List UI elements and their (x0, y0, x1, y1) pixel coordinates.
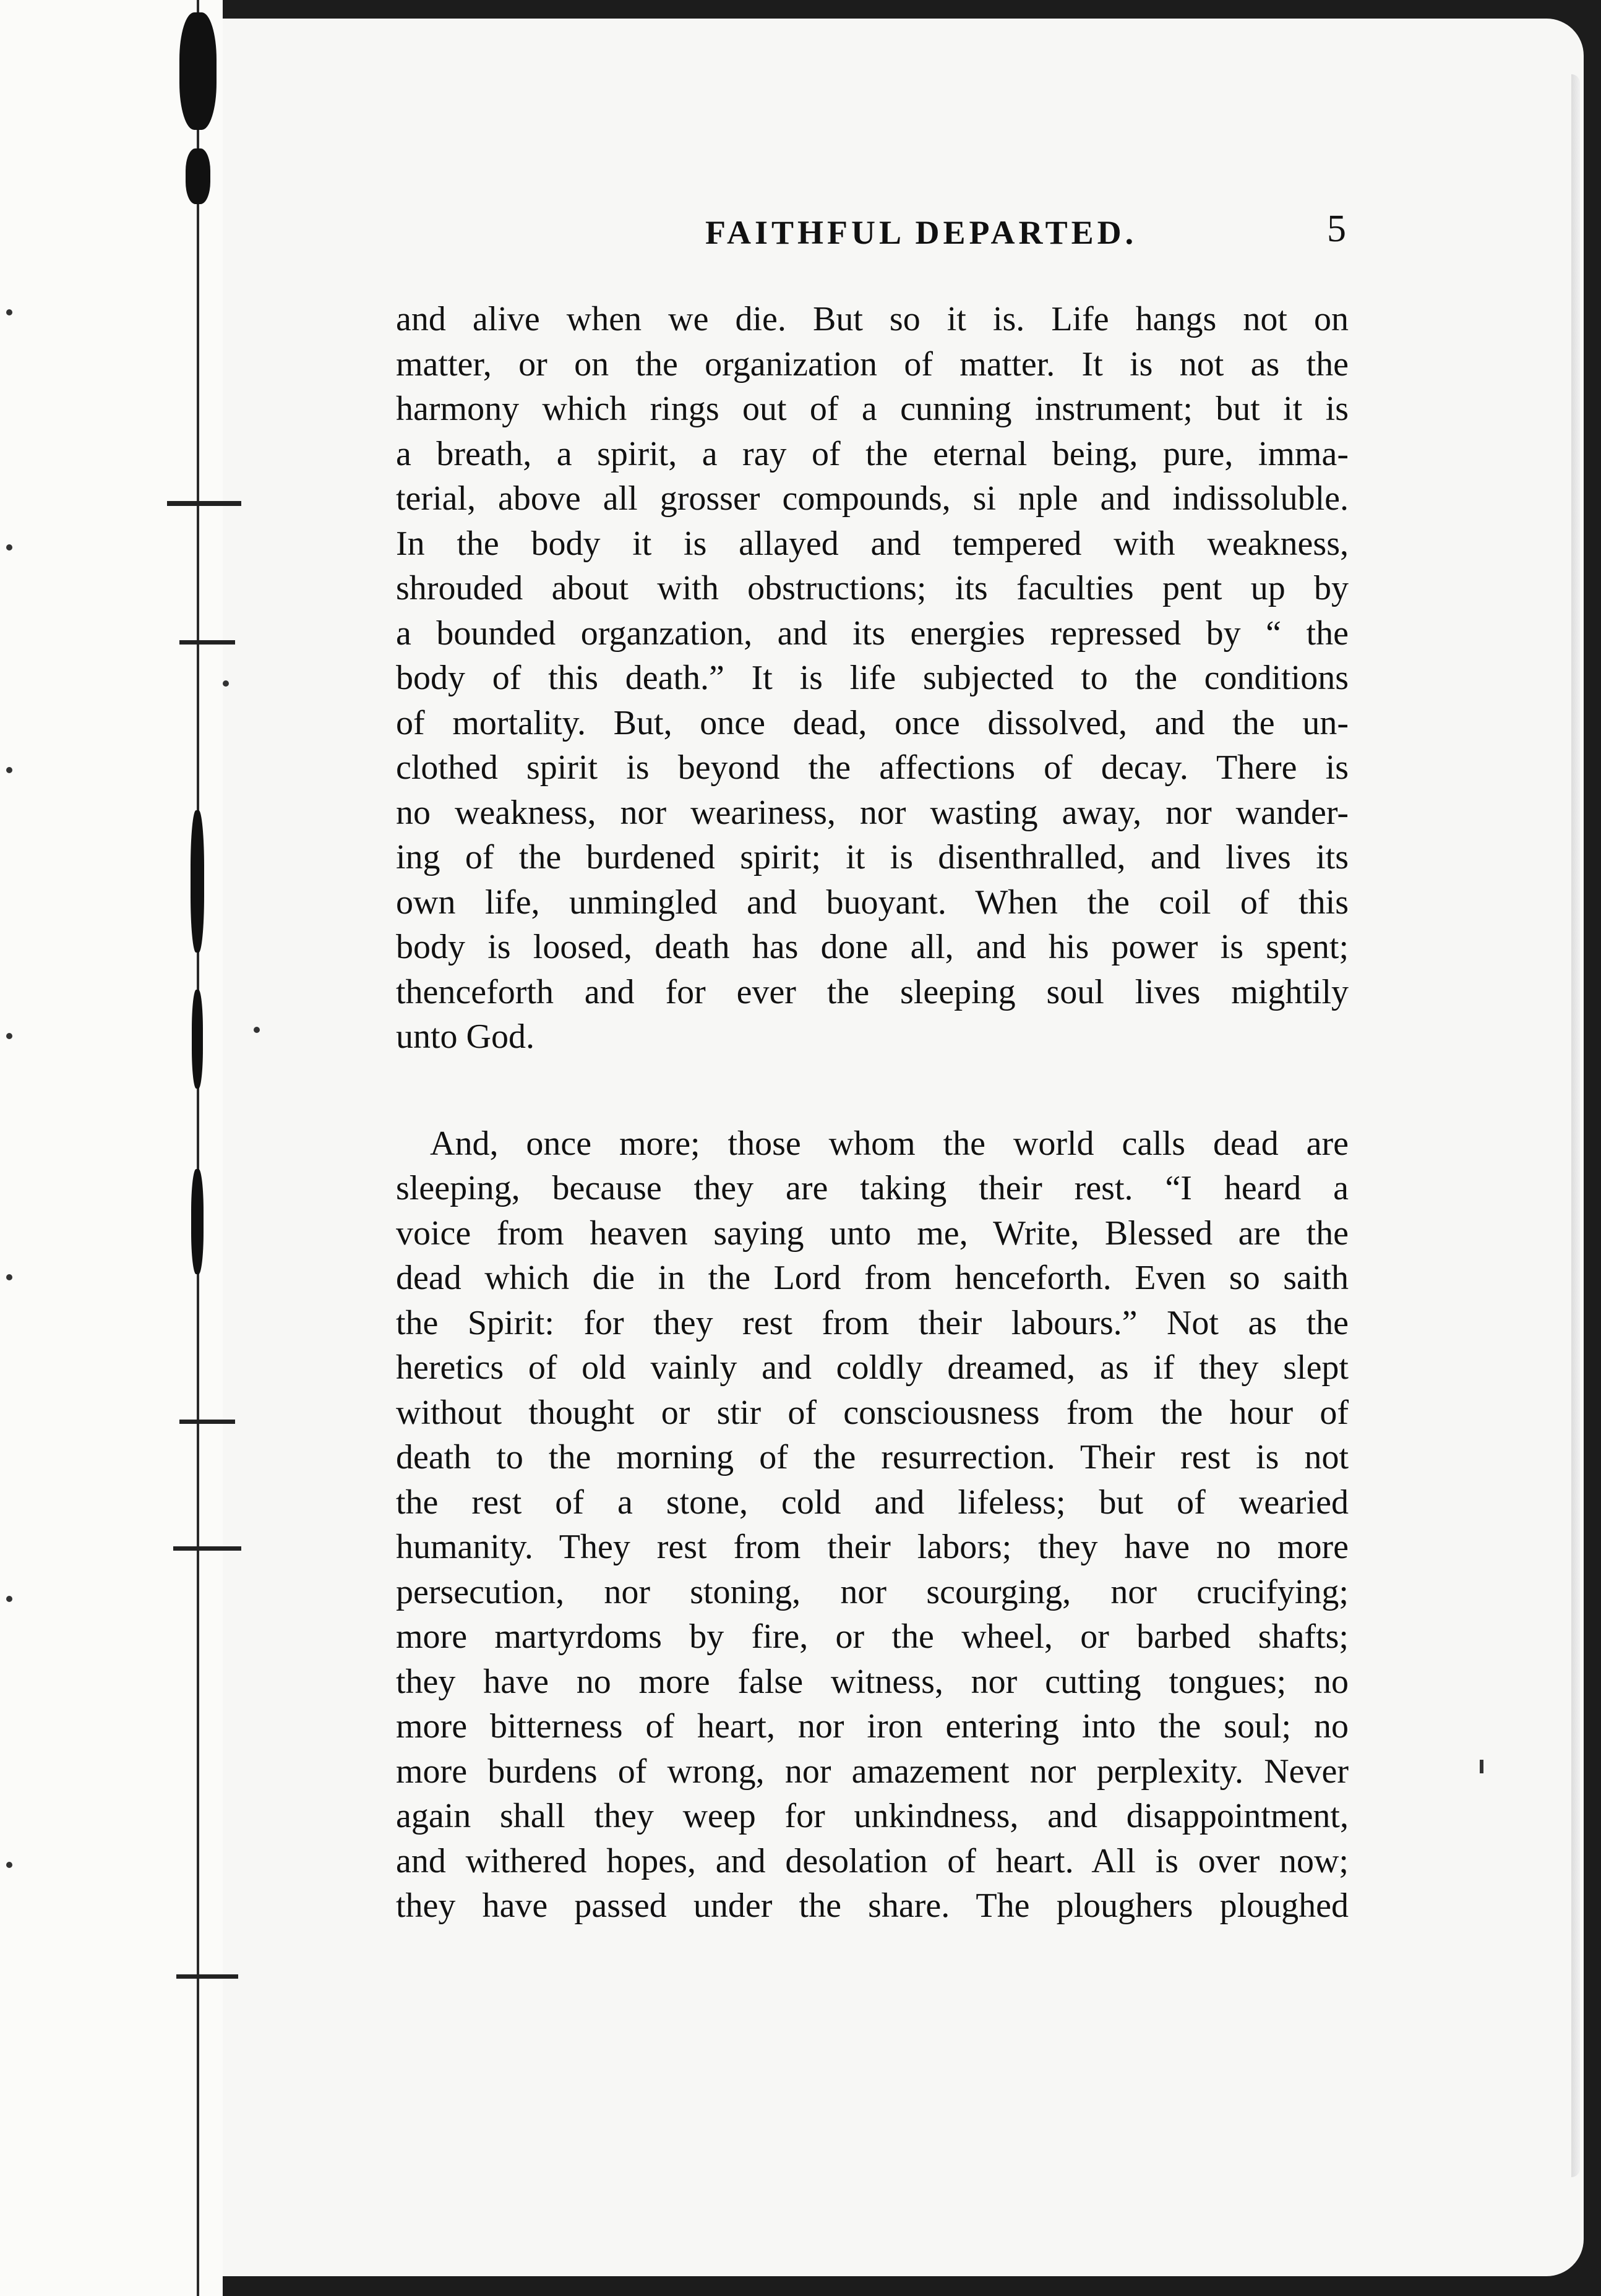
text-line: voice from heaven saying unto me, Write, Blessed are the (396, 1214, 1349, 1253)
text-line: and withered hopes, and desolation of heart. All is over now; (396, 1841, 1349, 1880)
text-line: body is loosed, death has done all, and his power is spent; (396, 928, 1349, 966)
margin-mark (1480, 1760, 1483, 1773)
ink-blot (192, 990, 203, 1089)
gutter-dot (6, 544, 12, 550)
text-line: thenceforth and for ever the sleeping soul lives mightily (396, 972, 1349, 1011)
paragraph (396, 1121, 1349, 1929)
gutter-dot (6, 1596, 12, 1602)
gutter-tick (167, 501, 241, 506)
gutter-dot (6, 309, 12, 315)
gutter-dot (6, 1862, 12, 1868)
text-line: no weakness, nor weariness, nor wasting away, nor wander- (396, 793, 1349, 832)
body-text (396, 297, 1349, 1929)
text-line: they have passed under the share. The ploughers ploughed (396, 1887, 1349, 1925)
text-line: In the body it is allayed and tempered with weakness, (396, 524, 1349, 563)
text-line: the Spirit: for they rest from their labours.” Not as the (396, 1303, 1349, 1342)
gutter-dot (223, 680, 229, 687)
binding-gutter (0, 0, 260, 2296)
gutter-dot (254, 1027, 260, 1033)
text-line: a bounded organzation, and its energies repressed by “ the (396, 614, 1349, 653)
text-line: the rest of a stone, cold and lifeless; but of wearied (396, 1483, 1349, 1522)
text-line: body of this death.” It is life subjected to the conditions (396, 659, 1349, 697)
text-line: without thought or stir of consciousness from the hour of (396, 1393, 1349, 1432)
text-line: again shall they weep for unkindness, and disappointment, (396, 1797, 1349, 1835)
gutter-dot (6, 1033, 12, 1039)
text-line: they have no more false witness, nor cutting tongues; no (396, 1662, 1349, 1701)
text-line: matter, or on the organization of matter. It is not as the (396, 345, 1349, 383)
ink-blot (191, 810, 204, 953)
gutter-tick (176, 1974, 238, 1979)
text-line: own life, unmingled and buoyant. When the coil of this (396, 883, 1349, 922)
gutter-tick (179, 640, 235, 645)
text-line: persecution, nor stoning, nor scourging, nor crucifying; (396, 1572, 1349, 1611)
text-line: harmony which rings out of a cunning instrument; but it is (396, 390, 1349, 428)
text-line: ing of the burdened spirit; it is disenthralled, and lives its (396, 838, 1349, 876)
text-line: more bitterness of heart, nor iron entering into the soul; no (396, 1707, 1349, 1746)
gutter-tick (179, 1420, 235, 1424)
text-line: terial, above all grosser compounds, si nple and indissoluble. (396, 479, 1349, 518)
text-line: unto God. (396, 1017, 534, 1056)
text-line: heretics of old vainly and coldly dreamed, as if they slept (396, 1348, 1349, 1387)
ink-blot (186, 148, 210, 204)
text-line: And, once more; those whom the world calls dead are (430, 1124, 1349, 1163)
text-line: sleeping, because they are taking their rest. “I heard a (396, 1169, 1349, 1207)
ink-blot (179, 12, 217, 130)
gutter-tick (173, 1546, 241, 1551)
paragraph (396, 297, 1349, 1060)
text-line: more burdens of wrong, nor amazement nor perplexity. Never (396, 1752, 1349, 1791)
text-line: more martyrdoms by fire, or the wheel, or barbed shafts; (396, 1617, 1349, 1656)
text-line: humanity. They rest from their labors; they have no more (396, 1528, 1349, 1566)
gutter-dot (6, 1274, 12, 1280)
page-edge (1571, 74, 1580, 2177)
text-line: shrouded about with obstructions; its faculties pent up by (396, 569, 1349, 607)
page-number: 5 (1327, 208, 1346, 250)
text-line: of mortality. But, once dead, once dissolved, and the un- (396, 703, 1349, 742)
gutter-dot (6, 767, 12, 773)
ink-blot (191, 1169, 204, 1274)
text-line: clothed spirit is beyond the affections of decay. There is (396, 748, 1349, 787)
text-line: a breath, a spirit, a ray of the eternal being, pure, imma- (396, 434, 1349, 473)
running-title: FAITHFUL DEPARTED. (705, 214, 1138, 251)
text-line: and alive when we die. But so it is. Life hangs not on (396, 300, 1349, 338)
text-line: dead which die in the Lord from henceforth. Even so saith (396, 1259, 1349, 1297)
binding-rule (197, 0, 199, 2296)
text-line: death to the morning of the resurrection. Their rest is not (396, 1438, 1349, 1476)
